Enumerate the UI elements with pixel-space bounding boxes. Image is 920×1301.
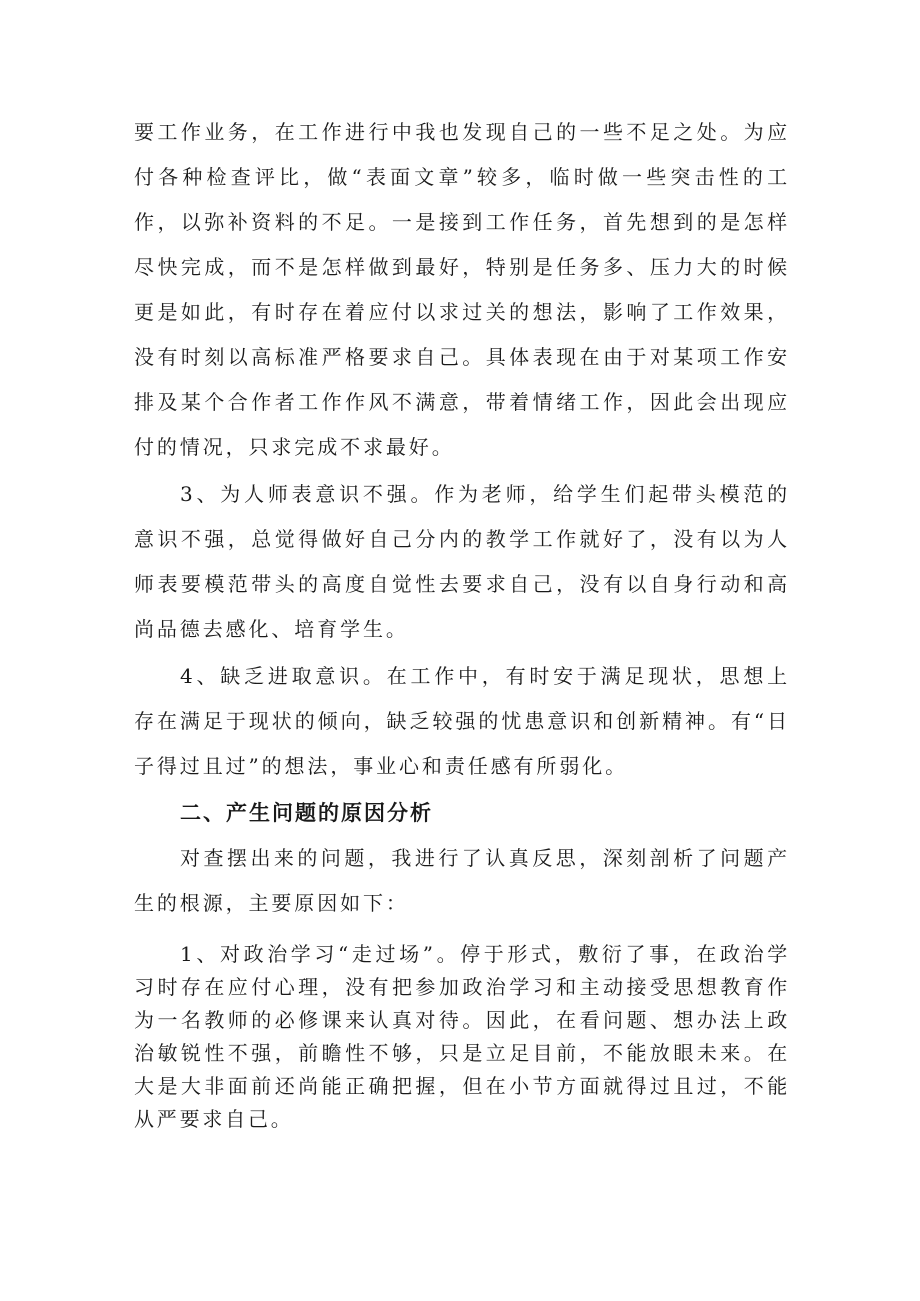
section-heading-cause-analysis: 二、产生问题的原因分析 (180, 801, 433, 825)
paragraph-teacher-role-model: 3、为人师表意识不强。作为老师，给学生们起带头模范的意识不强，总觉得做好自己分内的教学工作就好了，没有以为人师表要模范带头的高度自觉性去要求自己，没有以自身行动和高尚品德去感化、培育学生。 (134, 482, 790, 641)
paragraph-analysis-intro: 对查摆出来的问题，我进行了认真反思，深刻剖析了问题产生的根源，主要原因如下： (134, 846, 790, 915)
paragraph-work-continuation: 要工作业务，在工作进行中我也发现自己的一些不足之处。为应付各种检查评比，做“表面文章”较多，临时做一些突击性的工作，以弥补资料的不足。一是接到工作任务，首先想到的是怎样尽快完成，而不是怎样做到最好，特别是任务多、压力大的时候更是如此，有时存在着应付以求过关的想法，影响了工作效果，没有时刻以高标准严格要求自己。具体表现在由于对某项工作安排及某个合作者工作作风不满意，带着情绪工作，因此会出现应付的情况，只求完成不求最好。 (134, 120, 790, 459)
document-body (134, 110, 790, 1136)
paragraph-lack-of-initiative: 4、缺乏进取意识。在工作中，有时安于满足现状，思想上存在满足于现状的倾向，缺乏较强的忧患意识和创新精神。有“日子得过且过”的想法，事业心和责任感有所弱化。 (134, 664, 790, 778)
paragraph-political-study: 1、对政治学习“走过场”。停于形式，敷衍了事，在政治学习时存在应付心理，没有把参加政治学习和主动接受思想教育作为一名教师的必修课来认真对待。因此，在看问题、想办法上政治敏锐性不强，前瞻性不够，只是立足目前，不能放眼未来。在大是大非面前还尚能正确把握，但在小节方面就得过且过，不能从严要求自己。 (134, 942, 790, 1131)
